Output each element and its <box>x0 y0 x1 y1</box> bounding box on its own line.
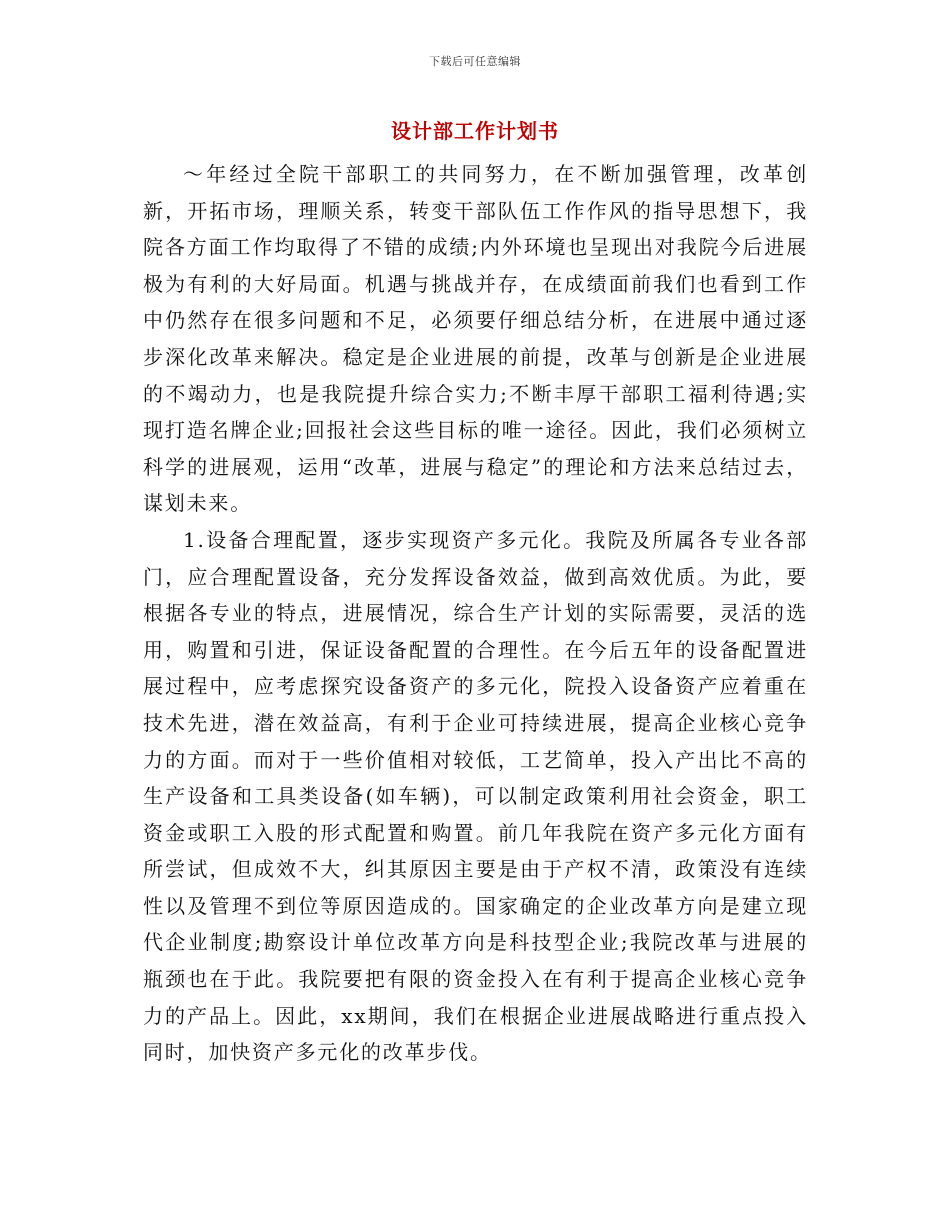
paragraph-equipment: 1.设备合理配置，逐步实现资产多元化。我院及所属各专业各部门，应合理配置设备，充分发挥设备效益，做到高效优质。为此，要根据各专业的特点，进展情况，综合生产计划的实际需要，灵活的选用，购置和引进，保证设备配置的合理性。在今后五年的设备配置进展过程中，应考虑探究设备资产的多元化，院投入设备资产应着重在技术先进，潜在效益高，有利于企业可持续进展，提高企业核心竞争力的方面。而对于一些价值相对较低，工艺简单，投入产出比不高的生产设备和工具类设备(如车辆)，可以制定政策利用社会资金，职工资金或职工入股的形式配置和购置。前几年我院在资产多元化方面有所尝试，但成效不大，纠其原因主要是由于产权不清，政策没有连续性以及管理不到位等原因造成的。国家确定的企业改革方向是建立现代企业制度;勘察设计单位改革方向是科技型企业;我院改革与进展的瓶颈也在于此。我院要把有限的资金投入在有利于提高企业核心竞争力的产品上。因此，xx期间，我们在根据企业进展战略进行重点投入同时，加快资产多元化的改革步伐。 <box>143 527 808 1065</box>
header-note: 下载后可任意编辑 <box>429 55 521 68</box>
document-title: 设计部工作计划书 <box>391 119 559 143</box>
document-body <box>143 156 808 1071</box>
paragraph-intro: ～年经过全院干部职工的共同努力，在不断加强管理，改革创新，开拓市场，理顺关系，转变干部队伍工作作风的指导思想下，我院各方面工作均取得了不错的成绩;内外环境也呈现出对我院今后进展极为有利的大好局面。机遇与挑战并存，在成绩面前我们也看到工作中仍然存在很多问题和不足，必须要仔细总结分析，在进展中通过逐步深化改革来解决。稳定是企业进展的前提，改革与创新是企业进展的不竭动力，也是我院提升综合实力;不断丰厚干部职工福利待遇;实现打造名牌企业;回报社会这些目标的唯一途径。因此，我们必须树立科学的进展观，运用“改革，进展与稳定”的理论和方法来总结过去，谋划未来。 <box>143 162 808 516</box>
